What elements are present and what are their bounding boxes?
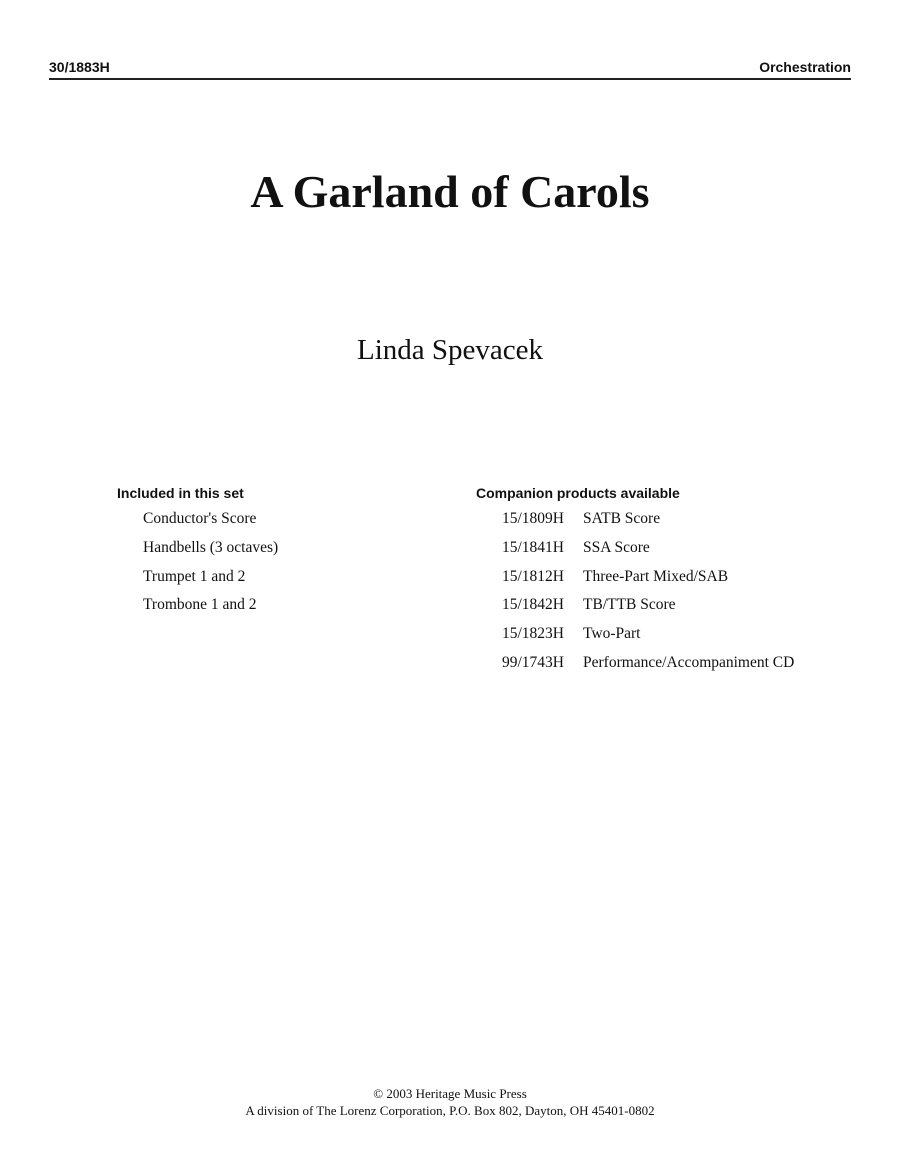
companion-item xyxy=(502,505,794,534)
companion-item xyxy=(502,649,794,678)
included-heading: Included in this set xyxy=(117,485,244,501)
included-item: Trombone 1 and 2 xyxy=(143,596,257,614)
included-in-set-section xyxy=(117,483,278,620)
companion-item xyxy=(502,591,794,620)
companion-heading: Companion products available xyxy=(476,485,680,501)
product-code: 99/1743H xyxy=(502,653,564,671)
companion-list xyxy=(476,505,794,678)
publisher-address: A division of The Lorenz Corporation, P.O. Box 802, Dayton, OH 45401-0802 xyxy=(245,1103,655,1118)
product-description: TB/TTB Score xyxy=(583,596,676,614)
product-code: 15/1823H xyxy=(502,625,564,643)
page-header xyxy=(49,58,851,80)
catalog-number: 30/1883H xyxy=(49,59,110,75)
composer-name: Linda Spevacek xyxy=(356,334,543,366)
companion-item xyxy=(502,563,794,592)
copyright-line: © 2003 Heritage Music Press xyxy=(373,1086,527,1101)
section-label: Orchestration xyxy=(759,59,851,75)
companion-item xyxy=(502,620,794,649)
companion-products-section xyxy=(476,483,794,678)
product-description: Three-Part Mixed/SAB xyxy=(583,567,729,585)
included-item: Trumpet 1 and 2 xyxy=(143,567,246,585)
page-title: A Garland of Carols xyxy=(250,166,650,217)
product-code: 15/1812H xyxy=(502,567,564,585)
included-list xyxy=(117,505,278,620)
product-description: Performance/Accompaniment CD xyxy=(583,653,795,671)
page-footer xyxy=(0,1085,900,1119)
product-code: 15/1842H xyxy=(502,596,564,614)
product-description: SATB Score xyxy=(583,510,661,527)
product-code: 15/1809H xyxy=(502,510,564,527)
product-description: Two-Part xyxy=(583,625,641,643)
companion-item xyxy=(502,534,794,563)
included-item: Handbells (3 octaves) xyxy=(143,538,279,556)
included-item: Conductor's Score xyxy=(143,510,257,527)
product-description: SSA Score xyxy=(583,538,650,556)
product-code: 15/1841H xyxy=(502,538,564,556)
